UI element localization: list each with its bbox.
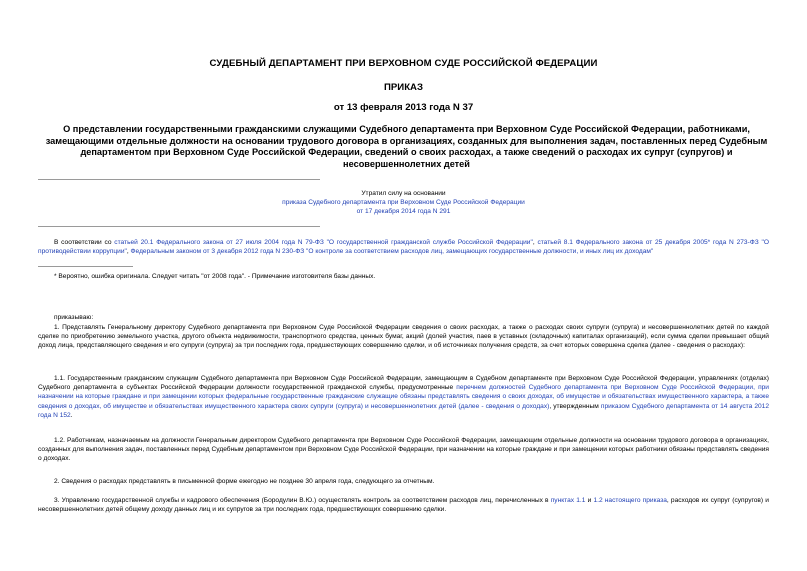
item-1-2-ref-link[interactable]: 1.2 настоящего приказа xyxy=(593,497,667,504)
preamble-text: , xyxy=(126,248,131,256)
item-1-2: 1.2. Работникам, назначаемым на должности Генеральным директором Судебного департамента при Верховном Суде Российской Федерации, замещающим отдельные должности на основании трудового договора в организациях, созданных для выполнения задач, поставленных перед Судебным департаментом при Верховном Суде Российской Федерации, при назначении на которые граждане и при замещении которых работники обязаны представлять сведения о доходах. xyxy=(38,437,769,463)
item-3 xyxy=(38,496,769,514)
lost-force-link[interactable]: приказа Судебного департамента при Верховном Суде Российской Федерации xyxy=(282,199,525,206)
footnote: * Вероятно, ошибка оригинала. Следует читать "от 2008 года". - Примечание изготовителя базы данных. xyxy=(54,273,376,280)
footnote-divider xyxy=(38,266,133,267)
positions-list-link[interactable]: перечнем должностей Судебного департамента при Верховном Суде Российской Федерации, при назначении на которые граждане и при замещении которых федеральные государственные гражданские служащие обязаны представлять сведения о своих доходах, об имуществе и обязательствах имущественного характера, а также сведения о доходах, об имуществе и обязательствах имущественного характера своих супруги (супруга) и несовершеннолетних детей (далее - сведения о доходах) xyxy=(38,384,769,410)
preamble-text: , xyxy=(532,239,538,246)
order-word: приказываю: xyxy=(54,314,94,321)
lost-force-block xyxy=(200,189,607,216)
lost-force-link-date[interactable]: от 17 декабря 2014 года N 291 xyxy=(356,208,451,215)
law-link-79fz[interactable]: статьей 20.1 Федерального закона от 27 июля 2004 года N 79-ФЗ "О государственной гражданской службе Российской Федерации" xyxy=(114,239,533,246)
item-1-1-text: 1.1. Государственным гражданским служащим Судебного департамента при Верховном Суде Российской Федерации, замещающим в Судебном департаменте при Верховном Суде Российской Федерации, управлениях (отделах) Судебного департамента в субъектах Российской Федерации должности государственной гражданской службы, предусмотренные xyxy=(38,375,769,392)
item-1-1 xyxy=(38,374,769,420)
item-3-text: 3. Управлению государственной службы и кадрового обеспечения (Бородулин В.Ю.) осуществлять контроль за соответствием расходов лиц, перечисленных в xyxy=(54,497,551,504)
order-152-link[interactable]: приказом Судебного департамента от 14 августа 2012 года N 152 xyxy=(38,402,769,419)
divider-bottom xyxy=(38,226,320,227)
department-heading: СУДЕБНЫЙ ДЕПАРТАМЕНТ ПРИ ВЕРХОВНОМ СУДЕ РОССИЙСКОЙ ФЕДЕРАЦИИ xyxy=(209,58,598,69)
item-3-text: и xyxy=(585,497,594,504)
item-2: 2. Сведения о расходах представлять в письменной форме ежегодно не позднее 30 апреля года, следующего за отчетным. xyxy=(54,478,435,485)
date-number-heading: от 13 февраля 2013 года N 37 xyxy=(333,102,474,113)
divider-top xyxy=(38,179,320,180)
preamble-paragraph xyxy=(38,238,769,256)
lost-force-text: Утратил силу на основании xyxy=(361,190,446,197)
document-title: О представлении государственными гражданскими служащими Судебного департамента при Верховном Суде Российской Федерации, работниками, замещающими отдельные должности на основании трудового договора в организациях, созданных для выполнения задач, поставленных перед Судебным департаментом при Верховном Суде Российской Федерации, сведений о своих расходах, а также сведений о расходах их супруг (супругов) и несовершеннолетних детей xyxy=(45,124,768,169)
item-1: 1. Представлять Генеральному директору Судебного департамента при Верховном Суде Российской Федерации сведения о своих расходах, а также о расходах своих супруги (супруга) и несовершеннолетних детей по каждой сделке по приобретению земельного участка, другого объекта недвижимости, транспортного средства, ценных бумаг, акций (долей участия, паев в уставных (складочных) капиталах организаций), если сумма сделки превышает общий доход лица, представляющего сведения и его супруги (супруга) за три последних года, предшествующих совершению сделки, и об источниках получения средств, за счет которых совершена сделка (далее - сведения о расходах): xyxy=(38,324,769,350)
law-link-273fz[interactable]: статьей 8.1 Федерального закона от 25 декабря 2005* года N 273-ФЗ "О противодействии коррупции" xyxy=(38,239,769,256)
item-1-1-text: , утвержденным xyxy=(549,402,601,410)
preamble-text: В соответствии со xyxy=(54,239,115,246)
law-link-230fz[interactable]: Федеральным законом от 3 декабря 2012 года N 230-ФЗ "О контроле за соответствием расходов лиц, замещающих государственные должности, и иных лиц их доходам" xyxy=(130,248,654,256)
item-3-text: , расходов их супруг (супругов) и несовершеннолетних детей общему доходу данных лиц и их супругов за три последних года, предшествующих совершению сделки. xyxy=(38,497,769,514)
item-1-1-ref-link[interactable]: пунктах 1.1 xyxy=(550,497,586,504)
doc-type-heading: ПРИКАЗ xyxy=(384,82,423,93)
item-1-1-text: . xyxy=(70,411,73,419)
